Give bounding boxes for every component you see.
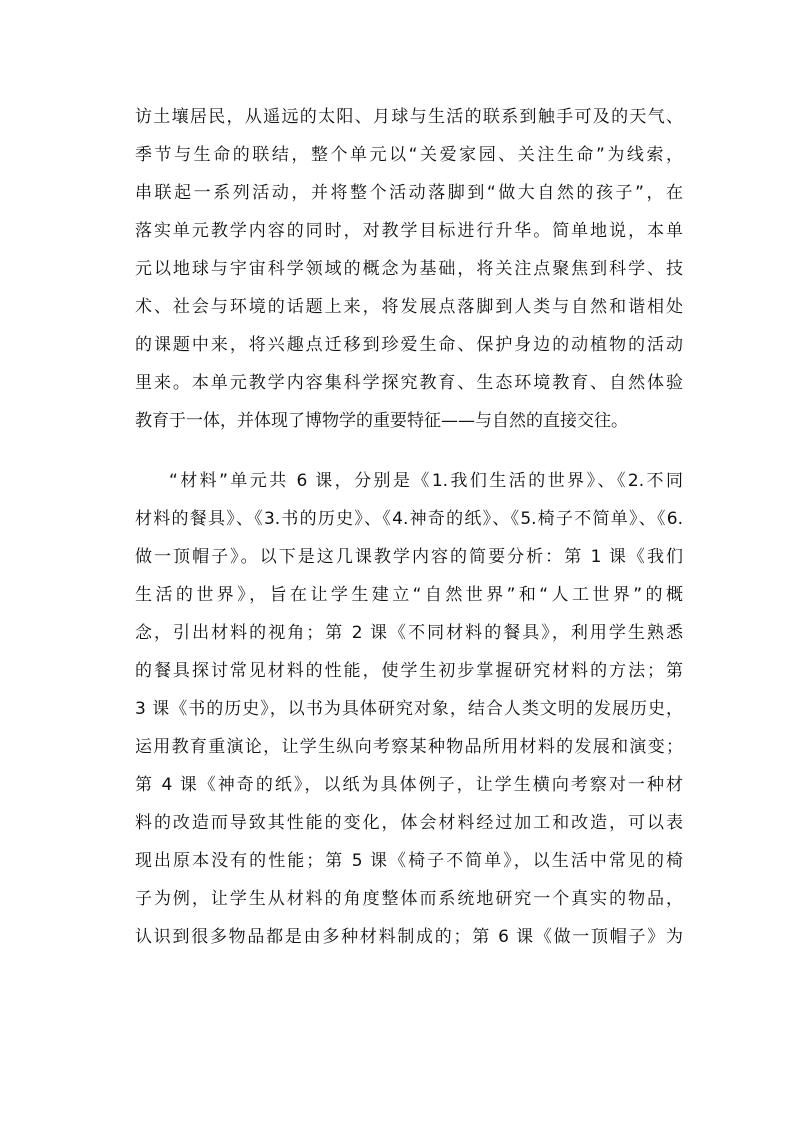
text-line: 第 4 课《神奇的纸》，以纸为具体例子，让学生横向考察对一种材	[135, 775, 683, 795]
text-line: 子为例，让学生从材料的角度整体而系统地研究一个真实的物品，	[135, 889, 683, 909]
text-line: 料的改造而导致其性能的变化，体会材料经过加工和改造，可以表	[135, 813, 683, 833]
text-line: 元以地球与宇宙科学领域的概念为基础，将关注点聚焦到科学、技	[135, 259, 683, 279]
text-line: 材料的餐具》、《3.书的历史》、《4.神奇的纸》、《5.椅子不简单》、《6.	[135, 509, 683, 529]
text-line: 的餐具探讨常见材料的性能，使学生初步掌握研究材料的方法；第	[135, 661, 683, 681]
text-line: 术、社会与环境的话题上来，将发展点落脚到人类与自然和谐相处	[135, 297, 683, 317]
text-line: 认识到很多物品都是由多种材料制成的；第 6 课《做一顶帽子》为	[135, 927, 683, 947]
text-line: 生活的世界》，旨在让学生建立“自然世界”和“人工世界”的概	[135, 585, 683, 605]
text-line: 做一顶帽子》。以下是这几课教学内容的简要分析：第 1 课《我们	[135, 547, 683, 567]
text-line: 教育于一体，并体现了博物学的重要特征——与自然的直接交往。	[135, 411, 628, 431]
text-line: 落实单元教学内容的同时，对教学目标进行升华。简单地说，本单	[135, 221, 683, 241]
text-line: 里来。本单元教学内容集科学探究教育、生态环境教育、自然体验	[135, 373, 683, 393]
text-line: 的课题中来，将兴趣点迁移到珍爱生命、保护身边的动植物的活动	[135, 335, 683, 355]
text-line: 访土壤居民，从遥远的太阳、月球与生活的联系到触手可及的天气、	[135, 107, 683, 127]
text-line: 念，引出材料的视角；第 2 课《不同材料的餐具》，利用学生熟悉	[135, 623, 683, 643]
text-line: “材料”单元共 6 课，分别是《1.我们生活的世界》、《2.不同	[169, 471, 683, 491]
text-line: 3 课《书的历史》，以书为具体研究对象，结合人类文明的发展历史，	[135, 699, 683, 719]
text-line: 现出原本没有的性能；第 5 课《椅子不简单》，以生活中常见的椅	[135, 851, 683, 871]
paragraph-unit-overview	[135, 98, 683, 440]
paragraph-materials-unit	[135, 462, 683, 956]
text-line: 串联起一系列活动，并将整个活动落脚到“做大自然的孩子”，在	[135, 183, 683, 203]
text-line: 运用教育重演论，让学生纵向考察某种物品所用材料的发展和演变；	[135, 737, 683, 757]
text-line: 季节与生命的联结，整个单元以“关爱家园、关注生命”为线索，	[135, 145, 683, 165]
